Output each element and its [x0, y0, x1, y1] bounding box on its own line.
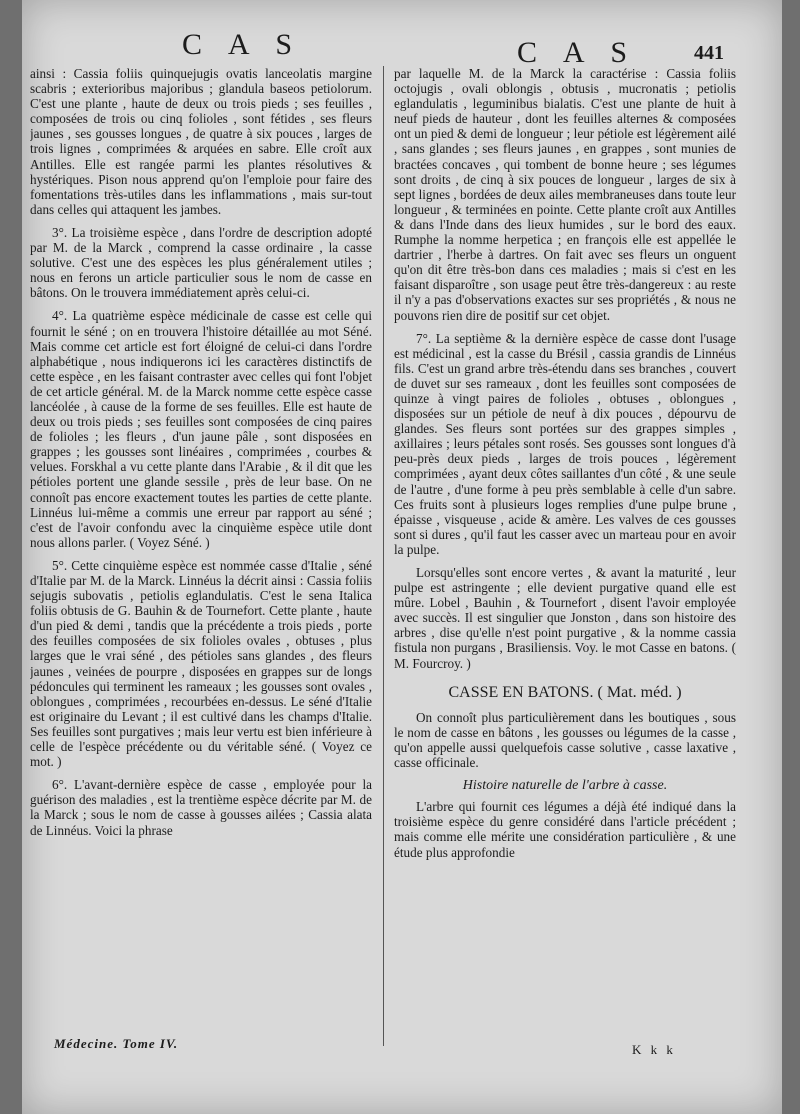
book-page	[22, 0, 782, 1114]
paragraph: 7°. La septième & la dernière espèce de casse dont l'usage est médicinal , est la casse du Brésil , cassia grandis de Linnéus fils. C'est un grand arbre très-étendu dans ses branches , couvert de duvet sur ses rameaux , dont les feuilles sont composées de quinze à vingt paires de folioles , obtuses , oblongues , disposées sur un pétiole de neuf à dix pouces , dépourvu de glandes. Ses fleurs sont portées sur des grappes simples , axillaires ; leurs pétales sont rosés. Ses gousses sont longues d'à peu-près deux pieds , larges de trois pouces , légèrement comprimées , ayant deux côtes saillantes d'un côté , & une seule de l'autre , d'une forme à peu près semblable à celle d'un sabre. Ces fruits sont à plusieurs loges remplies d'une pulpe brune , épaisse , visqueuse , acide & amère. Les valves de ces gousses sont si dures , qu'il faut les casser avec un marteau pour en avoir la pulpe.	[394, 330, 736, 557]
signature-mark-left: Médecine. Tome IV.	[54, 1036, 179, 1051]
running-header	[22, 28, 782, 69]
paragraph: 6°. L'avant-dernière espèce de casse , employée pour la guérison des maladies , est la trentième espèce décrite par M. de la Marck ; sous le nom de casse à gousses ailées ; Cassia alata de Linnéus. Voici la phrase	[30, 777, 372, 838]
paragraph: Lorsqu'elles sont encore vertes , & avant la maturité , leur pulpe est astringente ; elle devient purgative quand elle est mûre. Lobel , Bauhin , & Tournefort , disent l'avoir employée avec succès. Il est singulier que Jonston , dans son histoire des arbres , dise qu'elle n'est point purgative , & la nomme cassia fistula non purgans , Brasiliensis. Voy. le mot Casse en batons. ( M. Fourcroy. )	[394, 565, 736, 671]
left-column	[30, 66, 372, 1106]
subsection-title: Histoire naturelle de l'arbre à casse.	[462, 778, 668, 794]
page-number: 441	[694, 42, 724, 64]
paragraph: 5°. Cette cinquième espèce est nommée casse d'Italie , séné d'Italie par M. de la Marck. Linnéus la décrit ainsi : Cassia foliis sejugis subovatis , petiolis eglandulatis. C'est le sena Italica foliis obtusis de G. Bauhin & de Tournefort. Cette plante , haute d'un pied & demi , tandis que la précédente a trois pieds , porte des feuilles composées de six folioles ovales , obtuses , plus larges que le vrai séné , des pétioles sans glandes , des fleurs jaunes , veinées de pourpre , disposées en grappes sur de longs pédoncules qui terminent les rameaux ; les gousses sont ovales , oblongues , comprimées , recourbées en-dessus. Le séné d'Italie est originaire du Levant ; il est cultivé dans les champs d'Italie. Ses feuilles sont purgatives ; mais leur vertu est bien inférieure à celle de l'espèce précédente ou du véritable séné. ( Voyez ce mot. )	[30, 557, 372, 770]
paragraph: par laquelle M. de la Marck la caractérise : Cassia foliis octojugis , ovali oblongis , obtusis , mucronatis ; petiolis eglandulatis , leguminibus bialatis. C'est une plante de huit à neuf pieds de hauteur , dont les feuilles alternes & composées ont un pied & demi de longueur ; leur pétiole est légèrement ailé , sans glandes ; ses fleurs jaunes , en grappes , sont munies de bractées concaves , qui tombent de bonne heure ; ses légumes sont droits , de cinq à six pouces de longueur , larges de six à sept lignes , bordées de deux ailes membraneuses dans toute leur longueur , & terminées en pointe. Cette plante croît aux Antilles & dans l'Inde dans des lieux humides , sur le bord des eaux. Rumphe la nomme herpetica ; en françois elle est appellée le dartrier , l'herbe à dartres. On fait avec ses fleurs un onguent qu'on dit être très-bon dans ces maladies ; mais si c'est en les faisant disparoître , son usage peut être très-dangereux : au reste il n'y a pas d'observations exactes sur ses propriétés , & nous ne pouvons rien dire de positif sur cet objet.	[394, 66, 736, 323]
column-divider	[383, 66, 384, 1046]
running-head-left: C A S	[182, 28, 303, 61]
running-head-right: C A S	[517, 36, 638, 69]
paragraph: 4°. La quatrième espèce médicinale de casse est celle qui fournit le séné ; on en trouvera l'histoire détaillée au mot Séné. Mais comme cet article est fort éloigné de celui-ci dans l'ordre alphabétique , nous indiquerons ici les caractères distinctifs de cette espèce , en les faisant contraster avec celles qui font l'objet de cet article général. M. de la Marck nomme cette espèce casse lancéolée , à cause de la forme de ses feuilles. Elle est haute de deux ou trois pieds ; ses feuilles sont composées de cinq paires de folioles ; les fleurs , d'un jaune pâle , sont disposées en grappes ; les gousses sont linéaires , comprimées , courbes & velues. Forskhal a vu cette plante dans l'Arabie , & il dit que les pétioles portent une glande sessile , près de leur base. On ne connoît pas encore exactement toutes les parties de cette plante. Linnéus lui-même a commis une erreur par rapport au séné ; c'est de l'avoir confondu avec la cinquième espèce utile dont nous allons parler. ( Voyez Séné. )	[30, 308, 372, 550]
paragraph: On connoît plus particulièrement dans les boutiques , sous le nom de casse en bâtons , les gousses ou légumes de la casse , qu'on appelle aussi quelquefois casse solutive , casse laxative , casse officinale.	[394, 709, 736, 771]
paragraph: L'arbre qui fournit ces légumes a déjà été indiqué dans la troisième espèce du genre considéré dans l'article précédent ; mais comme elle mérite une considération particulière , & une étude plus approfondie	[394, 799, 736, 860]
paragraph: 3°. La troisième espèce , dans l'ordre de description adopté par M. de la Marck , comprend la casse ordinaire , la casse solutive. C'est une des espèces les plus généralement utiles ; nous en ferons un article particulier sous le nom de casse en bâtons. On le trouvera immédiatement après celui-ci.	[30, 224, 372, 301]
right-column	[394, 66, 736, 1106]
signature-mark-right: K k k	[632, 1042, 676, 1057]
section-title: CASSE EN BATONS. ( Mat. méd. )	[448, 683, 682, 701]
paragraph: ainsi : Cassia foliis quinquejugis ovatis lanceolatis margine scabris ; exterioribus majoribus ; glandula baseos petiolorum. C'est une plante , haute de deux ou trois pieds ; ses feuilles , composées de trois ou cinq folioles , sont fétides , ses fleurs jaunes , ses gousses longues , de quatre à six pouces , larges de trois lignes , comprimées & arquées en sabre. Elle croît aux Antilles. Elle est rangée parmi les plantes résolutives & hystériques. Pison nous apprend qu'on l'emploie pour faire des fomentations très-utiles dans les inflammations , mais sur-tout dans celles qui attaquent les jambes.	[30, 66, 372, 217]
